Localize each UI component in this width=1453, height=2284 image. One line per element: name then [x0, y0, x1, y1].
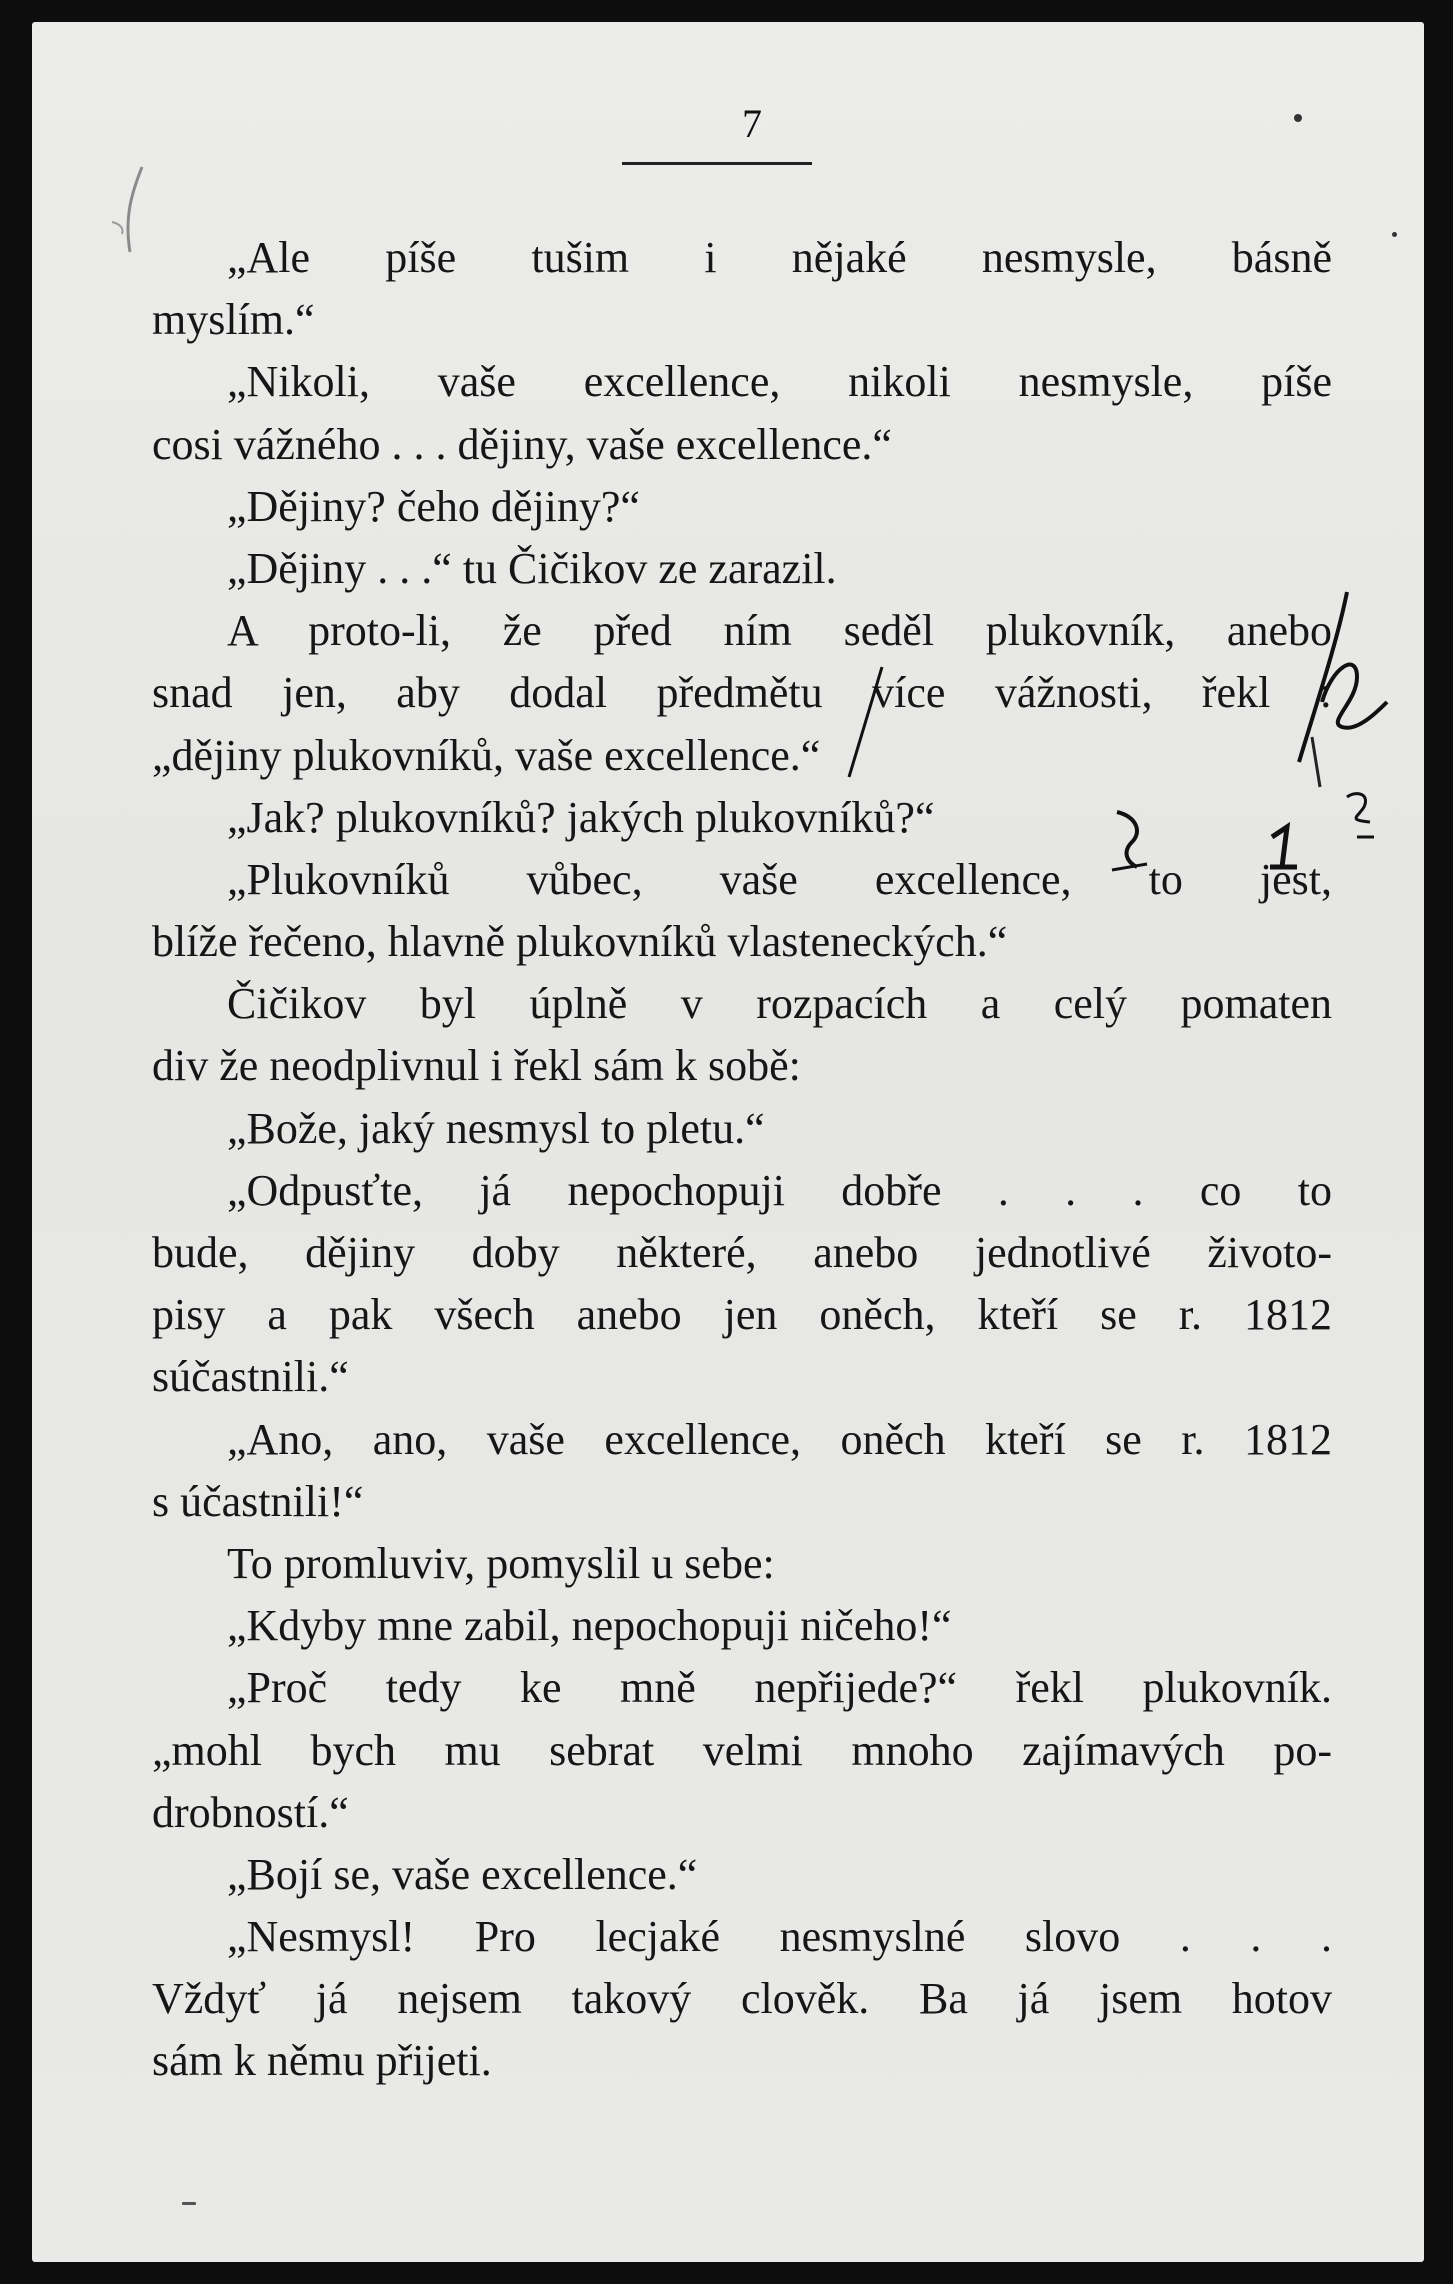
handwritten-superscript-mark-icon	[1252, 782, 1392, 872]
text-line: Čičikov byl úplně v rozpacích a celý pomaten	[227, 979, 1332, 1029]
pen-correction-bracket-icon	[1107, 802, 1162, 882]
text-line: „Proč tedy ke mně nepřijede?“ řekl plukovník.	[227, 1663, 1332, 1713]
text-line: „mohl bych mu sebrat velmi mnoho zajímavých po-	[152, 1725, 1332, 1775]
text-line: snad jen, aby dodal předmětu více vážnosti, řekl :	[152, 668, 1332, 718]
text-line: cosi vážného . . . dějiny, vaše excellence.“	[152, 419, 892, 469]
text-line: A proto-li, že před ním seděl plukovník, anebo	[227, 606, 1332, 656]
text-line: bude, dějiny doby některé, anebo jednotlivé životo-	[152, 1228, 1332, 1277]
page-number: 7	[742, 101, 762, 146]
text-line: „Dějiny? čeho dějiny?“	[227, 481, 640, 531]
scan-dust-speck	[1392, 232, 1397, 237]
text-line: To promluviv, pomyslil u sebe:	[227, 1538, 775, 1588]
text-line: sám k němu přijeti.	[152, 2036, 492, 2086]
text-line: „Bože, jaký nesmysl to pletu.“	[227, 1103, 765, 1153]
text-line: „Kdyby mne zabil, nepochopuji ničeho!“	[227, 1601, 952, 1651]
body-text	[152, 227, 1332, 2093]
text-line: „dějiny plukovníků, vaše excellence.“	[152, 730, 821, 780]
text-line: „Dějiny . . .“ tu Čičikov ze zarazil.	[227, 543, 837, 593]
pen-correction-stroke-icon	[837, 662, 897, 782]
page-number-rule	[622, 162, 812, 165]
text-line: myslím.“	[152, 295, 315, 345]
text-line: div že neodplivnul i řekl sám k sobě:	[152, 1041, 801, 1091]
text-line: „Nesmysl! Pro lecjaké nesmyslné slovo . . .	[227, 1912, 1332, 1962]
text-line: súčastnili.“	[152, 1352, 349, 1402]
text-line: „Ale píše tušim i nějaké nesmysle, básně	[227, 233, 1332, 282]
text-line: „Ano, ano, vaše excellence, oněch kteří se r. 1812	[227, 1414, 1332, 1464]
pencil-tick-icon	[1302, 732, 1332, 792]
scan-dust-speck	[1294, 114, 1302, 122]
text-line: „Plukovníků vůbec, vaše excellence, to jest,	[227, 854, 1332, 904]
text-line: „Nikoli, vaše excellence, nikoli nesmysle, píše	[227, 357, 1332, 407]
text-line: blíže řečeno, hlavně plukovníků vlasteneckých.“	[152, 917, 1008, 967]
text-line: „Odpusťte, já nepochopuji dobře . . . co to	[227, 1165, 1332, 1215]
text-line: „Jak? plukovníků? jakých plukovníků?“	[227, 792, 935, 842]
book-page	[32, 22, 1424, 2262]
scan-dust-speck	[182, 2202, 196, 2205]
text-line: pisy a pak všech anebo jen oněch, kteří se r. 1812	[152, 1290, 1332, 1340]
text-line: Vždyť já nejsem takový clověk. Ba já jsem hotov	[152, 1974, 1332, 2024]
text-line: drobností.“	[152, 1787, 349, 1837]
text-line: „Bojí se, vaše excellence.“	[227, 1849, 698, 1899]
text-line: s účastnili!“	[152, 1476, 364, 1526]
